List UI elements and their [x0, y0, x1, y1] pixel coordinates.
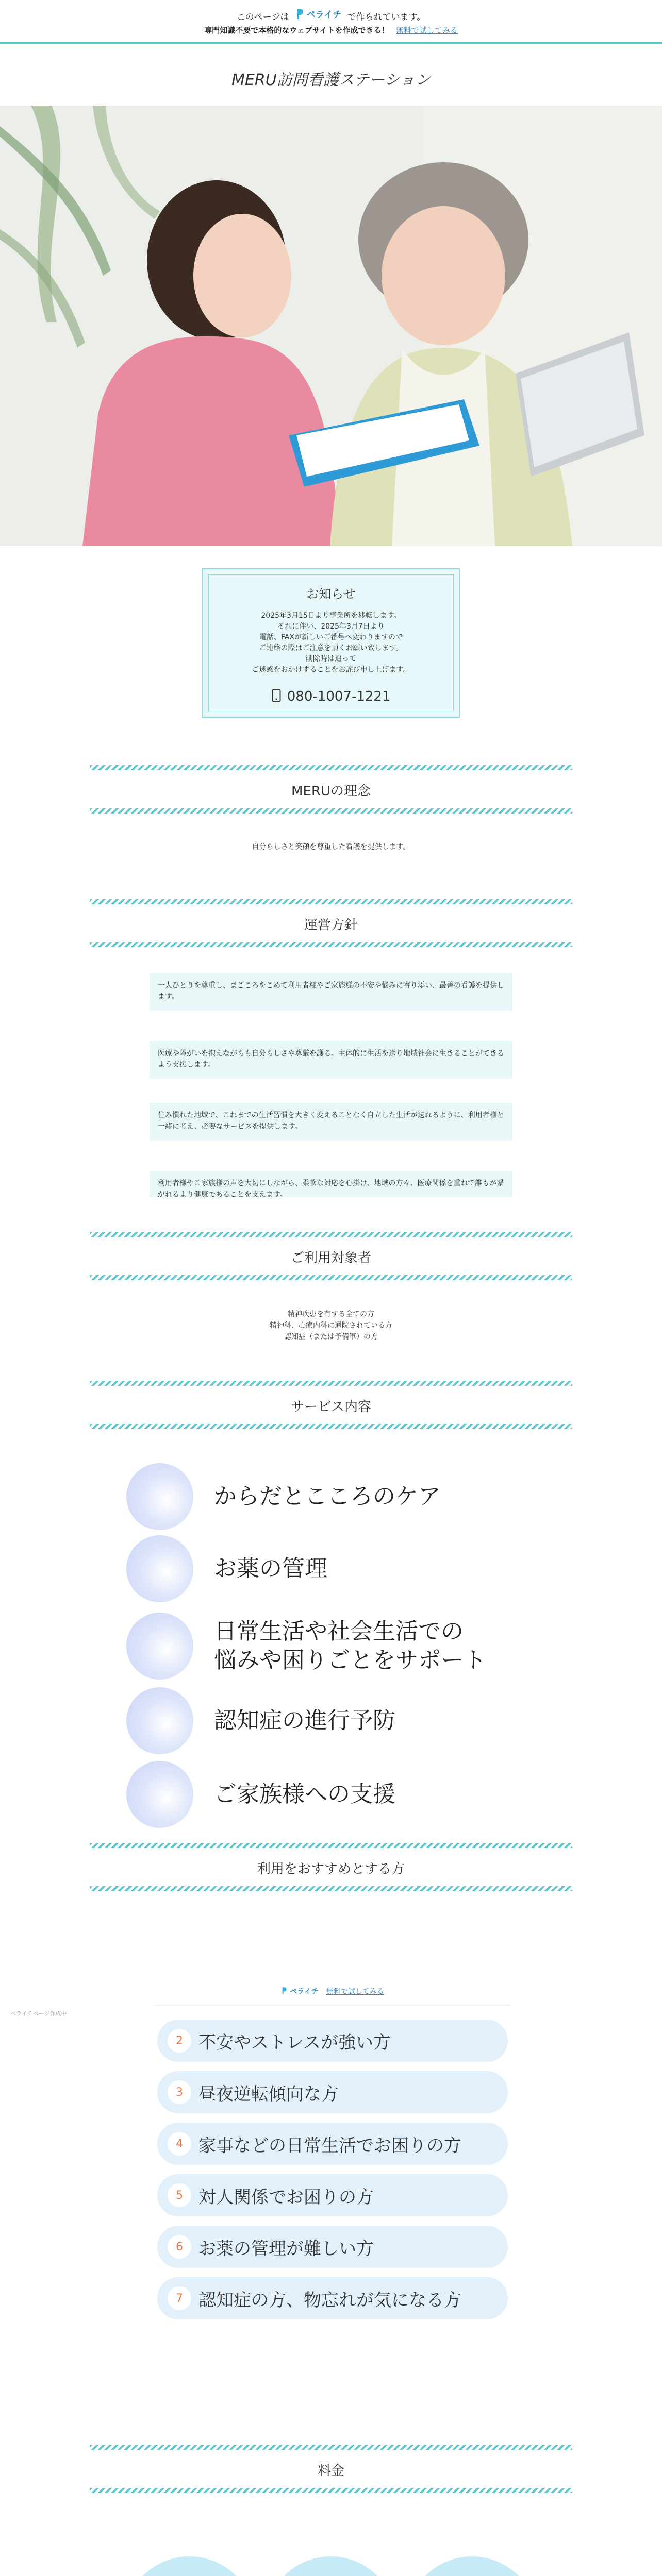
recommend-title: 利用をおすすめとする方	[257, 1861, 405, 1877]
recommend-item	[157, 2071, 508, 2113]
stripe-divider	[90, 765, 572, 770]
notice-title: お知らせ	[306, 587, 356, 601]
service-item	[126, 1613, 539, 1680]
policy-item: 利用者様やご家族様の声を大切にしながら、柔軟な対応を心掛け、地域の方々、医療関係を重ねて誰もが繋がれるより健康であることを支えます。	[150, 1171, 512, 1197]
peraichi-logo-icon	[295, 8, 304, 20]
fee-card	[124, 2556, 255, 2576]
recommend-number: 2	[168, 2029, 191, 2053]
recommend-text: 不安やストレスが強い方	[198, 2032, 391, 2053]
services-title: サービス内容	[290, 1399, 371, 1415]
stripe-divider	[90, 1886, 572, 1891]
service-circle-icon	[126, 1535, 193, 1602]
notice-line: 2025年3月15日より事業所を移転します。	[261, 612, 401, 620]
recommend-text: 認知症の方、物忘れが気になる方	[198, 2290, 461, 2311]
notice-line: 削除時は追って	[306, 655, 356, 663]
stripe-divider	[90, 2488, 572, 2493]
try-free-link[interactable]: 無料で試してみる	[326, 1988, 384, 1996]
hero-photo-illustration	[0, 106, 662, 546]
recommend-item	[157, 2226, 508, 2268]
recommend-number: 3	[168, 2080, 191, 2104]
recommend-number: 4	[168, 2132, 191, 2156]
hero-image	[0, 106, 662, 546]
service-item	[126, 1535, 539, 1602]
notice-body	[203, 611, 459, 675]
philosophy-text: 自分らしさと笑顔を尊重した看護を提供します。	[252, 843, 410, 851]
service-label: からだとこころのケア	[214, 1483, 441, 1510]
recommend-text: 対人関係でお困りの方	[198, 2187, 374, 2208]
target-title: ご利用対象者	[290, 1250, 371, 1266]
fee-card-head	[406, 2556, 538, 2576]
target-list	[90, 1309, 572, 1343]
stripe-divider	[90, 1381, 572, 1386]
service-label: 認知症の進行予防	[214, 1707, 395, 1734]
peraichi-footer-logo[interactable]	[281, 1988, 321, 1996]
service-circle-icon	[126, 1613, 193, 1680]
section-services-heading	[90, 1381, 572, 1432]
stripe-divider	[90, 1232, 572, 1237]
notice-phone[interactable]	[203, 689, 459, 704]
section-philosophy-heading	[90, 765, 572, 817]
target-line: 精神疾患を有する全ての方	[288, 1310, 374, 1318]
notice-line: それに伴い、2025年3月7日より	[277, 622, 385, 631]
banner-promo-text: 専門知識不要で本格的なウェブサイトを作成できる！	[204, 26, 389, 35]
notice-line: 電話、FAXが新しいご番号へ変わりますので	[259, 633, 403, 641]
recommend-number: 7	[168, 2286, 191, 2310]
stripe-divider	[90, 2445, 572, 2450]
banner-line-1	[0, 7, 662, 23]
philosophy-title: MERUの理念	[291, 784, 371, 799]
fees-title: 料金	[317, 2463, 344, 2479]
notice-line: ご連絡の際はご注意を頂くお願い致します。	[259, 644, 403, 652]
fee-card	[265, 2556, 396, 2576]
policy-title: 運営方針	[304, 918, 358, 933]
section-policy-heading	[90, 899, 572, 951]
banner-pre-text: このページは	[236, 12, 289, 23]
peraichi-logo-icon	[281, 1987, 287, 1995]
peraichi-banner	[0, 0, 662, 44]
service-item	[126, 1761, 539, 1828]
service-item	[126, 1687, 539, 1754]
phone-number: 080-1007-1221	[287, 689, 391, 704]
recommend-text: お薬の管理が難しい方	[198, 2238, 374, 2259]
policy-item: 住み慣れた地域で、これまでの生活習慣を大きく変えることなく自立した生活が送れるように、利用者様と一緒に考え、必要なサービスを提供します。	[150, 1103, 512, 1141]
notice-line: ご迷惑をおかけすることをお詫び申し上げます。	[252, 666, 410, 674]
recommend-item	[157, 2174, 508, 2216]
stripe-divider	[90, 899, 572, 904]
stripe-divider	[90, 942, 572, 947]
target-line: 認知症（または予備軍）の方	[284, 1333, 378, 1341]
section-target-heading	[90, 1232, 572, 1283]
recommend-item	[157, 2020, 508, 2062]
try-free-link[interactable]: 無料で試してみる	[395, 26, 458, 35]
peraichi-footer-bar	[155, 1986, 510, 2006]
service-label: 日常生活や社会生活での 悩みや困りごとをサポート	[214, 1618, 486, 1673]
recommend-number: 5	[168, 2183, 191, 2207]
site-title[interactable]: MERU訪問看護ステーション	[231, 71, 431, 89]
recommend-item	[157, 2277, 508, 2319]
stripe-divider	[90, 1843, 572, 1848]
section-recommend-heading	[90, 1843, 572, 1894]
fee-card-head	[124, 2556, 255, 2576]
fee-card-head	[265, 2556, 396, 2576]
section-fees-heading	[90, 2445, 572, 2496]
target-line: 精神科、心療内科に通院されている方	[270, 1321, 392, 1330]
service-circle-icon	[126, 1463, 193, 1530]
peraichi-logo[interactable]	[295, 7, 342, 20]
service-circle-icon	[126, 1687, 193, 1754]
service-item	[126, 1463, 539, 1530]
policy-item: 医療や障がいを抱えながらも自分らしさや尊厳を護る。主体的に生活を送り地域社会に生きることができるよう支援します。	[150, 1041, 512, 1079]
brand-name: ペライチ	[306, 10, 342, 20]
notice-box	[202, 568, 460, 718]
brand-name: ペライチ	[290, 1988, 319, 1996]
side-note: ペライチページ作成中	[10, 2010, 67, 2017]
stripe-divider	[90, 1275, 572, 1280]
recommend-number: 6	[168, 2235, 191, 2259]
recommend-text: 家事などの日常生活でお困りの方	[198, 2135, 461, 2156]
stripe-divider	[90, 1424, 572, 1429]
service-label: お薬の管理	[214, 1555, 327, 1582]
recommend-text: 昼夜逆転傾向な方	[198, 2083, 339, 2105]
stripe-divider	[90, 808, 572, 814]
phone-icon	[272, 689, 281, 702]
service-label: ご家族様への支援	[214, 1781, 395, 1807]
policy-item: 一人ひとりを尊重し、まごころをこめて利用者様やご家族様の不安や悩みに寄り添い、最善の看護を提供します。	[150, 973, 512, 1011]
recommend-item	[157, 2123, 508, 2165]
fee-card	[406, 2556, 538, 2576]
banner-post-text: で作られています。	[347, 12, 426, 23]
banner-line-2	[0, 25, 662, 36]
service-circle-icon	[126, 1761, 193, 1828]
